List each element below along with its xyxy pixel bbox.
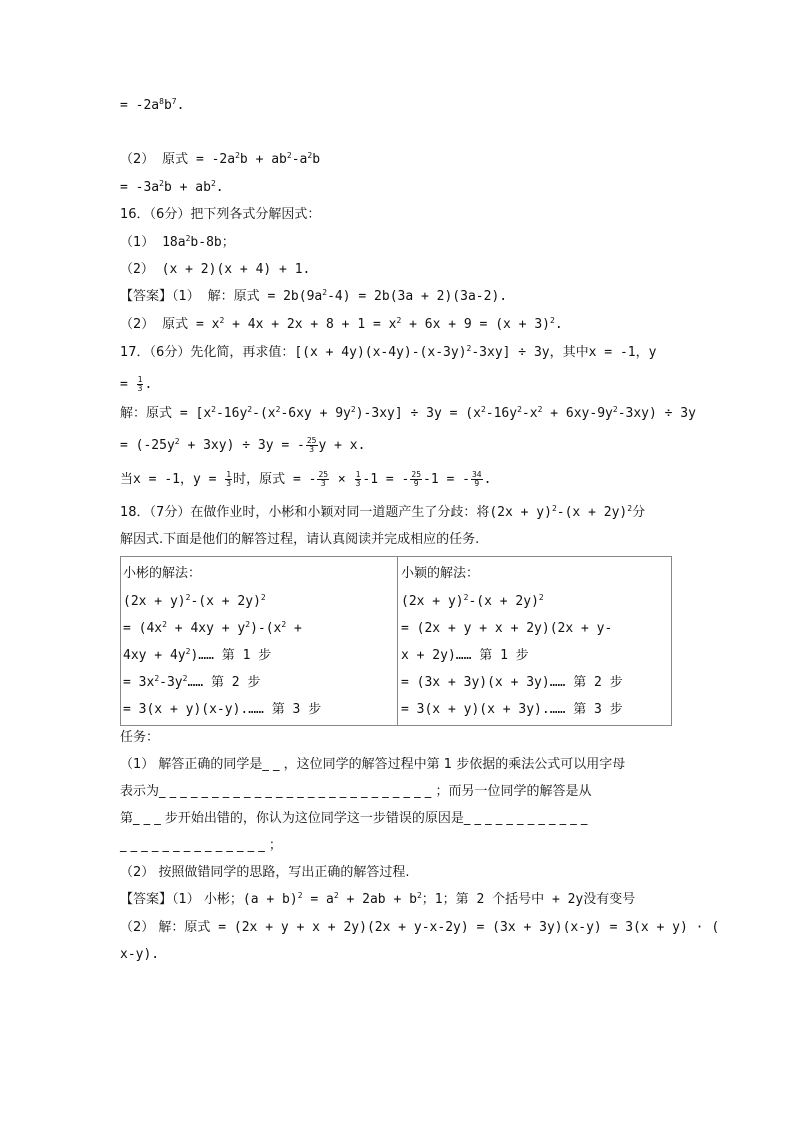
- q17-solution-1: 解：原式 = $[x^2-16y^2-(x^2-6xy + 9y^2)-3xy] \div 3y = (x^2-16y^2-x^2 + 6xy-9y^2-3xy) \div 3y$: [120, 405, 696, 421]
- q16-part2: （2） (x + 2)(x + 4) + 1.: [120, 262, 311, 277]
- task-1c: 第_ _ _ 步开始出错的，你认为这位同学这一步错误的原因是_ _ _ _ _ _ _ _ _ _ _ _: [120, 811, 588, 826]
- xiaobin-step-3: = 3(x + y)(x-y).…… 第 3 步: [123, 702, 322, 717]
- task-2: （2） 按照做错同学的思路，写出正确的解答过程.: [120, 865, 410, 880]
- task-1d: _ _ _ _ _ _ _ _ _ _ _ _ _ _ ；: [120, 838, 282, 853]
- xiaobin-step-2: = $3x^2-3y^2\dots\dots$ 第 2 步: [123, 674, 261, 690]
- task-heading: 任务：: [120, 730, 160, 745]
- q18-answer-2: （2） 解：原式 = (2x + y + x + 2y)(2x + y-x-2y) = (3x + 3y)(x-y) = 3(x + y) · (: [120, 920, 720, 935]
- xiaobin-step-1a: = $(4x^2 + 4xy + y^2)-(x^2$ +: [123, 620, 302, 636]
- q18-title-2: 解因式.下面是他们的解答过程，请认真阅读并完成相应的任务.: [120, 532, 480, 547]
- q15-part2-line: （2） 原式 = $-2a^2b + ab^2-a^2b$: [120, 151, 321, 167]
- fraction: $\frac{1}{3}$: [137, 375, 143, 393]
- fraction: $\frac{1}{3}$: [226, 470, 232, 488]
- solutions-table: [120, 556, 672, 726]
- xiaoying-step-1a: = (2x + y + x + 2y)(2x + y-: [401, 621, 613, 636]
- q18-answer-1: 【答案】（1） 小彬；$(a + b)^2 = a^2 + 2ab + b^2$；1；第 2 个括号中 + 2y没有变号: [120, 891, 636, 907]
- q18-title-1: 18．（7分）在做作业时，小彬和小颖对同一道题产生了分歧：将$(2x + y)^2-(x + 2y)^2$分: [120, 504, 646, 520]
- q17-y-value: = $\frac{1}{3}$ .: [120, 375, 153, 393]
- xiaoying-title: 小颖的解法：: [401, 566, 480, 581]
- xiaobin-step-1b: $4xy + 4y^2)\dots\dots$ 第 1 步: [123, 647, 272, 663]
- q17-solution-2: = $(-25y^2 + 3xy) \div 3y$ = - $\frac{25}{3}$ y + x.: [120, 436, 366, 454]
- fraction: $\frac{25}{9}$: [411, 470, 422, 488]
- xiaoying-step-0: $(2x + y)^2-(x + 2y)^2$: [401, 593, 544, 609]
- task-1b: 表示为_ _ _ _ _ _ _ _ _ _ _ _ _ _ _ _ _ _ _ _ _ _ _ _ _ _ ；而另一位同学的解答是从: [120, 784, 592, 799]
- xiaoying-step-3: = 3(x + y)(x + 3y).…… 第 3 步: [401, 702, 623, 717]
- q17-solution-3: 当x = -1，y = $\frac{1}{3}$ 时，原式 = - $\frac{25}{3}$ × $\frac{1}{3}$ -1 = - $\frac{25}{9}$ -1 = - $\frac{34}{9}$ .: [120, 470, 492, 488]
- xiaobin-title: 小彬的解法：: [123, 566, 202, 581]
- q18-answer-3: x-y).: [120, 947, 160, 962]
- q17-title: 17．（6分）先化简，再求值：$[(x + 4y)(x-4y)-(x-3y)^2-3xy] \div 3y$，其中x = -1，y: [120, 344, 657, 360]
- q15-part2-result: = $-3a^2b + ab^2$.: [120, 179, 224, 195]
- xiaoying-step-2: = (3x + 3y)(x + 3y)…… 第 2 步: [401, 675, 623, 690]
- q16-answer2: （2） 原式 = $x^2 + 4x + 2x + 8 + 1 = x^2 + 6x + 9 = (x + 3)^2$.: [120, 316, 563, 332]
- fraction: $\frac{25}{3}$: [306, 436, 317, 454]
- xiaobin-step-0: $(2x + y)^2-(x + 2y)^2$: [123, 593, 266, 609]
- fraction: $\frac{34}{9}$: [471, 470, 482, 488]
- q15-result-line: = $-2a^8b^7$.: [120, 97, 185, 113]
- q16-answer1: 【答案】（1） 解：原式 = $2b(9a^2-4) = 2b(3a + 2)(3a-2)$.: [120, 288, 508, 304]
- q16-title: 16．（6分）把下列各式分解因式：: [120, 207, 321, 222]
- fraction: $\frac{1}{3}$: [355, 470, 361, 488]
- table-divider: [397, 557, 398, 725]
- task-1a: （1） 解答正确的同学是_ _ ，这位同学的解答过程中第 1 步依据的乘法公式可以用字母: [120, 757, 626, 772]
- fraction: $\frac{25}{3}$: [318, 470, 329, 488]
- q16-part1: （1） $18a^2b-8b$；: [120, 234, 235, 250]
- xiaoying-step-1b: x + 2y)…… 第 1 步: [401, 648, 529, 663]
